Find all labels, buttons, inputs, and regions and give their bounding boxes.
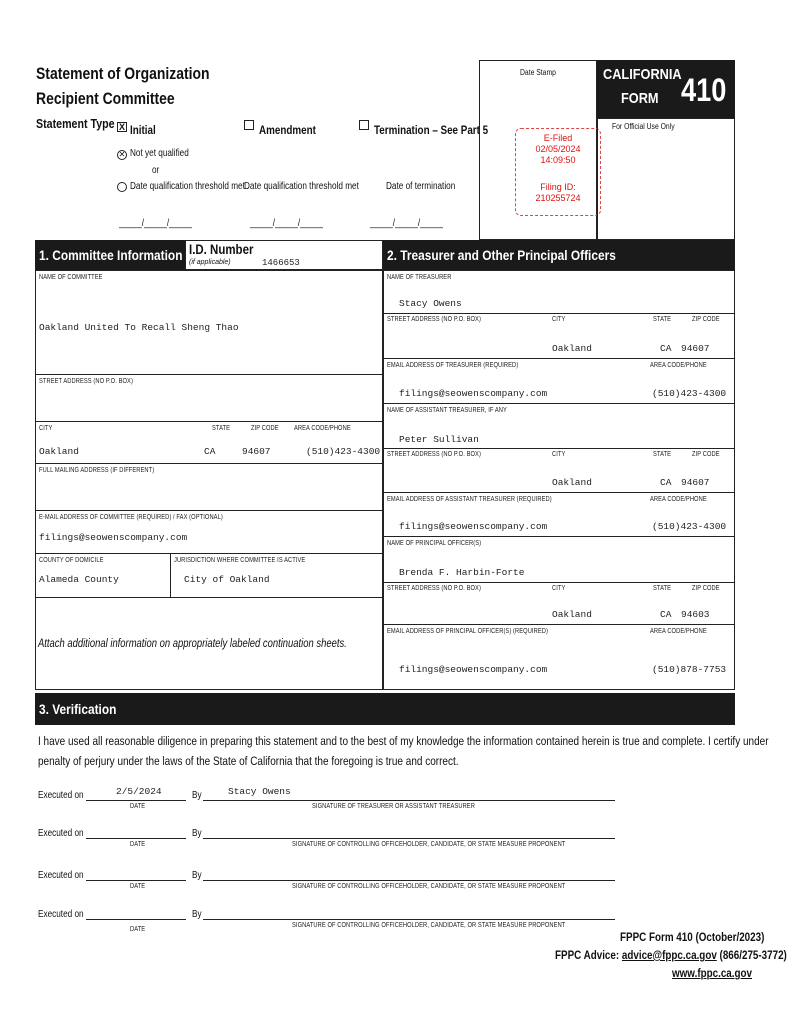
asst-area-label: AREA CODE/PHONE [650, 496, 707, 503]
jurisdiction-label: JURISDICTION WHERE COMMITTEE IS ACTIVE [174, 557, 306, 564]
divider [35, 510, 383, 511]
executed-date-value[interactable]: 2/5/2024 [116, 786, 162, 797]
po-area-label: AREA CODE/PHONE [650, 628, 707, 635]
advice-phone: (866/275-3772) [716, 948, 787, 962]
efiled-time: 14:09:50 [540, 155, 576, 165]
asst-treasurer-label: NAME OF ASSISTANT TREASURER, IF ANY [387, 407, 507, 414]
signature-label: SIGNATURE OF TREASURER OR ASSISTANT TREASURER [312, 803, 475, 810]
committee-state-label: STATE [212, 425, 231, 432]
asst-phone-value[interactable]: (510)423-4300 [652, 521, 727, 532]
signature-line[interactable] [203, 919, 615, 920]
efiled-stamp [515, 128, 601, 216]
date-label: DATE [130, 926, 146, 933]
committee-area-label: AREA CODE/PHONE [294, 425, 351, 432]
date-line[interactable] [86, 800, 186, 801]
not-yet-qualified-radio[interactable]: ✕ [118, 150, 126, 159]
asst-email-label: EMAIL ADDRESS OF ASSISTANT TREASURER (REQUIRED) [387, 496, 552, 503]
signature-line[interactable] [203, 800, 615, 801]
asst-city-value[interactable]: Oakland [552, 477, 592, 488]
po-email-value[interactable]: filings@seowenscompany.com [399, 664, 548, 675]
id-applicable-note: (if applicable) [189, 259, 231, 266]
committee-zip-value[interactable]: 94607 [242, 446, 271, 457]
date-line[interactable] [86, 919, 186, 920]
po-street-label: STREET ADDRESS (NO P.O. BOX) [387, 585, 481, 592]
section1-header: 1. Committee Information [35, 240, 185, 270]
date-label: DATE [130, 841, 146, 848]
attach-note: Attach additional information on appropriately labeled continuation sheets. [38, 638, 347, 650]
asst-zip-value[interactable]: 94607 [681, 477, 710, 488]
treasurer-name-label: NAME OF TREASURER [387, 274, 452, 281]
filing-id-value: 210255724 [535, 193, 581, 203]
treasurer-name-value[interactable]: Stacy Owens [399, 298, 462, 309]
fppc-website-link[interactable]: www.fppc.ca.gov [672, 966, 753, 980]
committee-zip-label: ZIP CODE [251, 425, 279, 432]
treasurer-street-label: STREET ADDRESS (NO P.O. BOX) [387, 316, 481, 323]
po-email-label: EMAIL ADDRESS OF PRINCIPAL OFFICER(S) (REQUIRED) [387, 628, 548, 635]
treasurer-area-label: AREA CODE/PHONE [650, 362, 707, 369]
signature-line[interactable] [203, 880, 615, 881]
form-number: 410 [681, 72, 727, 108]
asst-state-value[interactable]: CA [660, 477, 672, 488]
committee-street-label: STREET ADDRESS (NO P.O. BOX) [39, 378, 133, 385]
committee-city-label: CITY [39, 425, 53, 432]
date-stamp-label: Date Stamp [520, 68, 556, 77]
by-label: By [192, 790, 202, 801]
po-city-value[interactable]: Oakland [552, 609, 592, 620]
amend-date-blank[interactable]: _____/_____/_____ [250, 218, 323, 229]
asst-treasurer-value[interactable]: Peter Sullivan [399, 434, 479, 445]
form-title-line1: Statement of Organization [36, 64, 210, 83]
amendment-checkbox[interactable] [244, 120, 254, 130]
treasurer-zip-label: ZIP CODE [692, 316, 720, 323]
section3-header: 3. Verification [35, 693, 735, 725]
divider [383, 624, 735, 625]
po-state-value[interactable]: CA [660, 609, 672, 620]
po-phone-value[interactable]: (510)878-7753 [652, 664, 727, 675]
fppc-advice [555, 948, 787, 962]
mailing-address-label: FULL MAILING ADDRESS (IF DIFFERENT) [39, 467, 155, 474]
termination-label: Termination – See Part 5 [374, 123, 489, 137]
date-line[interactable] [86, 880, 186, 881]
principal-officer-value[interactable]: Brenda F. Harbin-Forte [399, 567, 525, 578]
signature-label: SIGNATURE OF CONTROLLING OFFICEHOLDER, CANDIDATE, OR STATE MEASURE PROPONENT [292, 883, 566, 890]
committee-phone-value[interactable]: (510)423-4300 [306, 446, 381, 457]
date-qual-label: Date qualification threshold met [130, 181, 245, 192]
county-value[interactable]: Alameda County [39, 574, 119, 585]
po-zip-label: ZIP CODE [692, 585, 720, 592]
filing-id-label: Filing ID: [540, 182, 576, 192]
asst-zip-label: ZIP CODE [692, 451, 720, 458]
divider [383, 448, 735, 449]
by-label: By [192, 828, 202, 839]
section1-box [35, 270, 383, 690]
po-city-label: CITY [552, 585, 566, 592]
committee-email-value[interactable]: filings@seowenscompany.com [39, 532, 188, 543]
divider [383, 313, 735, 314]
amendment-label: Amendment [259, 123, 316, 137]
initial-checkbox[interactable]: X [118, 122, 125, 132]
not-yet-qualified-label: Not yet qualified [130, 148, 189, 159]
asst-email-value[interactable]: filings@seowenscompany.com [399, 521, 548, 532]
treasurer-phone-value[interactable]: (510)423-4300 [652, 388, 727, 399]
divider [383, 403, 735, 404]
divider [383, 536, 735, 537]
jurisdiction-value[interactable]: City of Oakland [184, 574, 270, 585]
verification-text-line2: penalty of perjury under the laws of the State of California that the foregoing is true and correct. [38, 754, 459, 768]
section2-header: 2. Treasurer and Other Principal Officers [383, 240, 735, 270]
committee-state-value[interactable]: CA [204, 446, 216, 457]
committee-name-label: NAME OF COMMITTEE [39, 274, 103, 281]
form-revision: FPPC Form 410 (October/2023) [620, 930, 765, 944]
advice-prefix: FPPC Advice: [555, 948, 622, 962]
divider [35, 553, 383, 554]
divider [383, 492, 735, 493]
amend-date-qual-label: Date qualification threshold met [244, 181, 359, 192]
advice-email-link[interactable]: advice@fppc.ca.gov [621, 948, 717, 962]
verification-text-line1: I have used all reasonable diligence in preparing this statement and to the best of my knowledge the information contained herein is true and complete. I certify under [38, 734, 769, 748]
po-zip-value[interactable]: 94603 [681, 609, 710, 620]
date-label: DATE [130, 803, 146, 810]
or-label: or [152, 165, 160, 176]
treasurer-state-value[interactable]: CA [660, 343, 672, 354]
principal-officer-label: NAME OF PRINCIPAL OFFICER(S) [387, 540, 482, 547]
divider [383, 582, 735, 583]
executed-on-label: Executed on [38, 790, 84, 801]
date-line[interactable] [86, 838, 186, 839]
asst-street-label: STREET ADDRESS (NO P.O. BOX) [387, 451, 481, 458]
by-label: By [192, 870, 202, 881]
official-use-label: For Official Use Only [612, 122, 675, 131]
asst-city-label: CITY [552, 451, 566, 458]
by-label: By [192, 909, 202, 920]
executed-on-label: Executed on [38, 828, 84, 839]
divider [35, 597, 383, 598]
treasurer-zip-value[interactable]: 94607 [681, 343, 710, 354]
termination-date-blank[interactable]: _____/_____/_____ [370, 218, 443, 229]
treasurer-state-label: STATE [653, 316, 672, 323]
form-label: FORM [621, 90, 659, 107]
date-label: DATE [130, 883, 146, 890]
divider [170, 553, 171, 597]
signature-line[interactable] [203, 838, 615, 839]
form-number-box [597, 60, 735, 118]
california-label: CALIFORNIA [603, 66, 682, 83]
initial-date-blank[interactable]: _____/_____/_____ [119, 218, 192, 229]
signature-value[interactable]: Stacy Owens [228, 786, 291, 797]
executed-on-label: Executed on [38, 909, 84, 920]
signature-label: SIGNATURE OF CONTROLLING OFFICEHOLDER, CANDIDATE, OR STATE MEASURE PROPONENT [292, 841, 566, 848]
divider [35, 374, 383, 375]
committee-city-value[interactable]: Oakland [39, 446, 79, 457]
id-number-value[interactable]: 1466653 [262, 258, 300, 268]
id-number-label: I.D. Number [189, 241, 254, 257]
divider [383, 358, 735, 359]
date-termination-label: Date of termination [386, 181, 456, 192]
efiled-date: 02/05/2024 [535, 144, 581, 154]
po-state-label: STATE [653, 585, 672, 592]
county-label: COUNTY OF DOMICILE [39, 557, 104, 564]
official-use-box [597, 118, 735, 240]
executed-on-label: Executed on [38, 870, 84, 881]
date-qualified-radio[interactable] [117, 182, 127, 192]
initial-label: Initial [130, 123, 156, 137]
treasurer-city-value[interactable]: Oakland [552, 343, 592, 354]
treasurer-email-value[interactable]: filings@seowenscompany.com [399, 388, 548, 399]
treasurer-email-label: EMAIL ADDRESS OF TREASURER (REQUIRED) [387, 362, 519, 369]
committee-email-label: E-MAIL ADDRESS OF COMMITTEE (REQUIRED) / FAX (OPTIONAL) [39, 514, 223, 521]
termination-checkbox[interactable] [359, 120, 369, 130]
divider [35, 421, 383, 422]
committee-name-value[interactable]: Oakland United To Recall Sheng Thao [39, 322, 239, 333]
asst-state-label: STATE [653, 451, 672, 458]
signature-label: SIGNATURE OF CONTROLLING OFFICEHOLDER, CANDIDATE, OR STATE MEASURE PROPONENT [292, 922, 566, 929]
efiled-line1: E-Filed [543, 133, 573, 143]
treasurer-city-label: CITY [552, 316, 566, 323]
divider [35, 463, 383, 464]
statement-type-label: Statement Type [36, 116, 115, 131]
form-title-line2: Recipient Committee [36, 89, 175, 108]
